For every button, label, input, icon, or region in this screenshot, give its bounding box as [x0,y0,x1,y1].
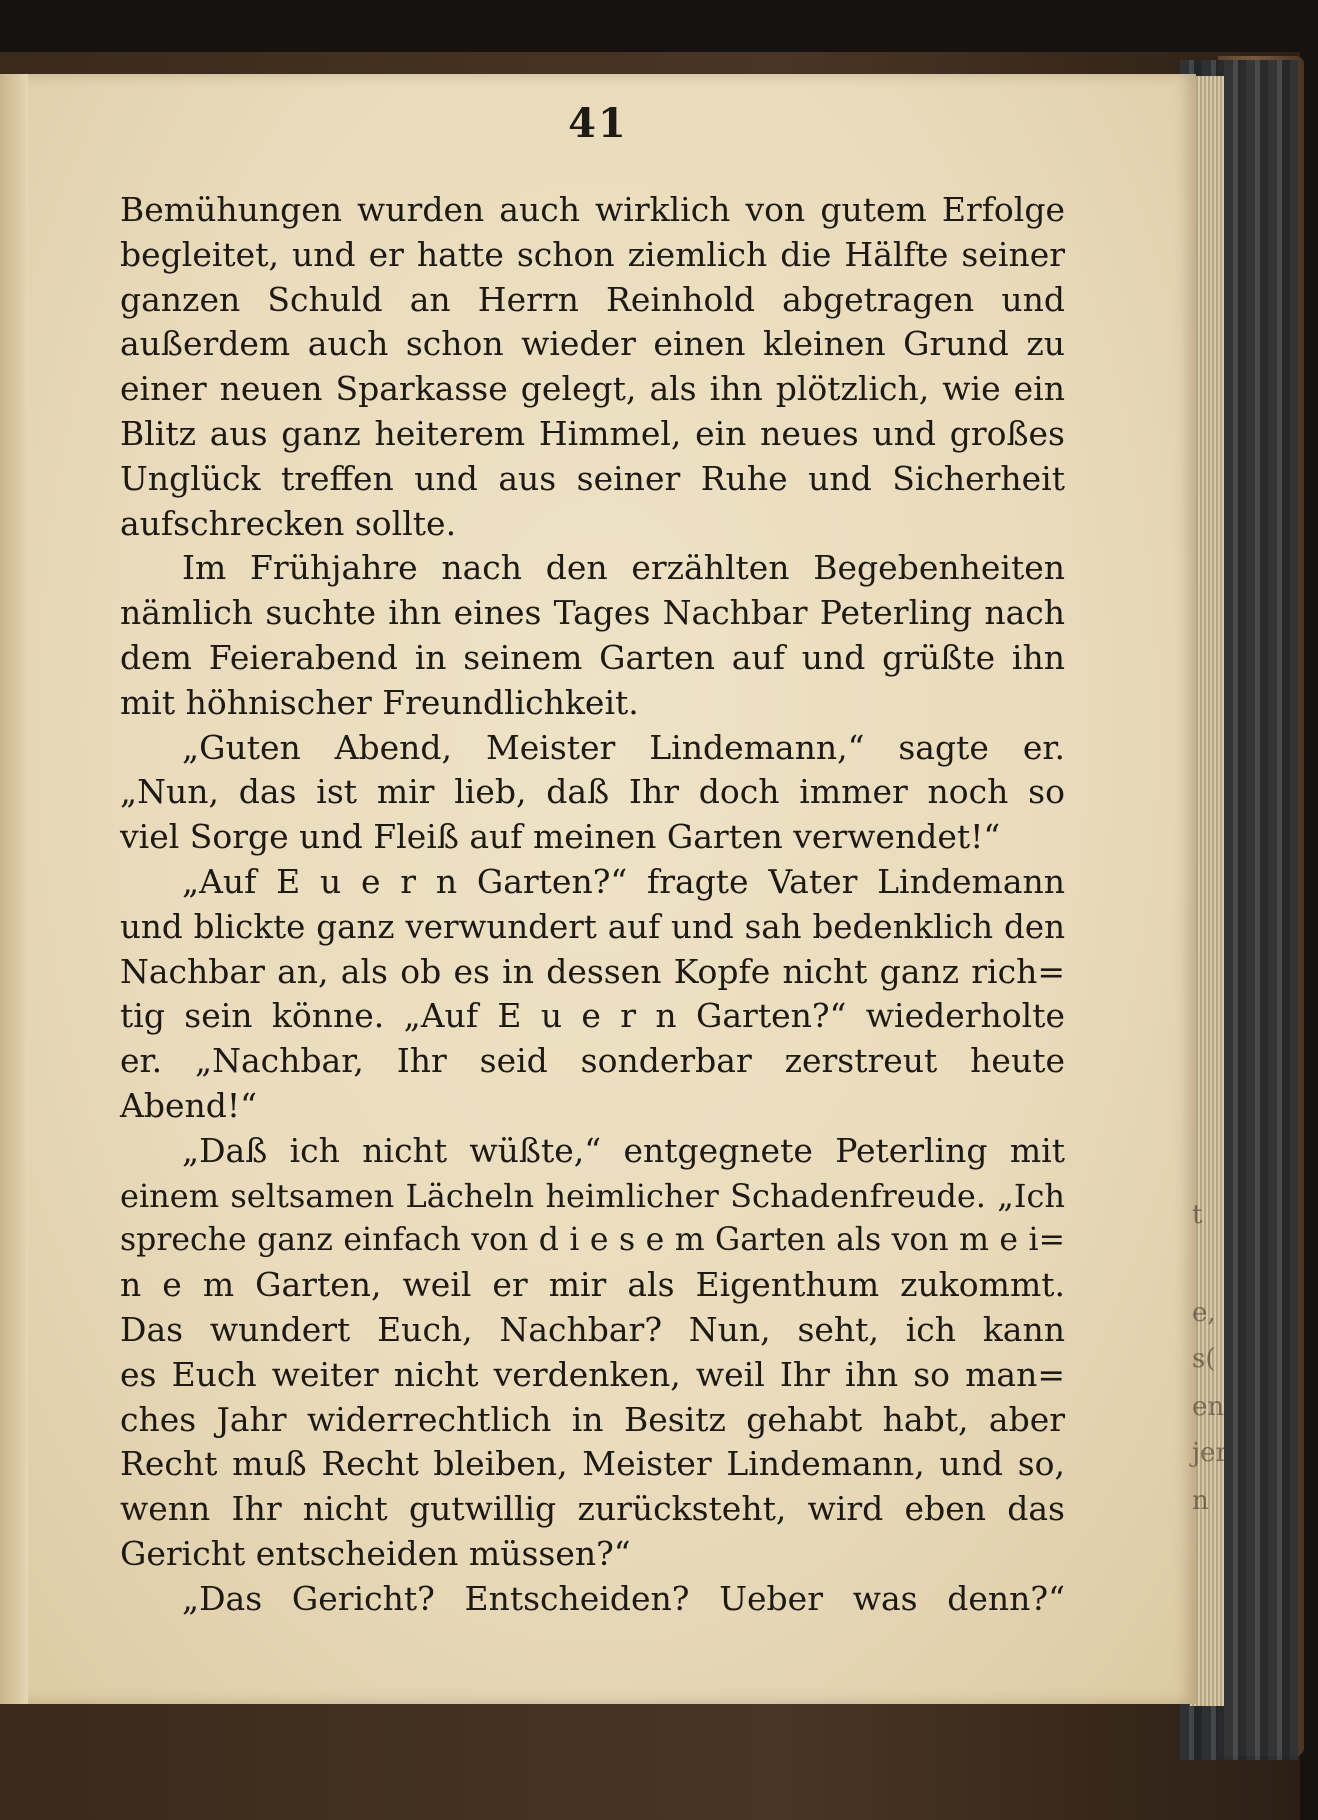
text-line: einem seltsamen Lächeln heimlicher Schadenfreude. „Ich [120,1176,1065,1215]
text-line: „Daß ich nicht wüßte,“ entgegnete Peterling mit [182,1130,1065,1170]
text-line: wenn Ihr nicht gutwillig zurücksteht, wird eben das [120,1489,1065,1529]
text-line: aufschrecken sollte. [120,503,457,543]
text-line: n e m Garten, weil er mir als Eigenthum zukommt. [120,1265,1065,1305]
text-line: tig sein könne. „Auf E u e r n Garten?“ wiederholte [120,996,1065,1036]
margin-fragment: e, [1192,1298,1216,1328]
margin-fragment: t [1192,1200,1203,1230]
text-line: Nachbar an, als ob es in dessen Kopfe nicht ganz rich= [120,951,1065,991]
text-line: nämlich suchte ihn eines Tages Nachbar Peterling nach [120,593,1065,633]
text-line: Im Frühjahre nach den erzählten Begebenheiten [182,548,1065,588]
text-line: er. „Nachbar, Ihr seid sonderbar zerstreut heute [120,1041,1065,1081]
text-line: einer neuen Sparkasse gelegt, als ihn plötzlich, wie ein [120,369,1065,409]
text-line: ches Jahr widerrechtlich in Besitz gehabt habt, aber [120,1399,1065,1439]
body-text [120,188,1065,1622]
text-line: Recht muß Recht bleiben, Meister Lindemann, und so, [120,1444,1065,1484]
text-line: es Euch weiter nicht verdenken, weil Ihr ihn so man= [120,1354,1065,1394]
text-line: begleitet, und er hatte schon ziemlich die Hälfte seiner [120,234,1065,274]
text-line: „Das Gericht? Entscheiden? Ueber was denn?“ [182,1578,1065,1618]
text-line: ganzen Schuld an Herrn Reinhold abgetragen und [120,279,1065,319]
text-line: mit höhnischer Freundlichkeit. [120,682,639,722]
text-line: außerdem auch schon wieder einen kleinen Grund zu [120,324,1065,364]
page-gutter [0,74,28,1704]
text-line: Blitz aus ganz heiterem Himmel, ein neues und großes [120,413,1065,453]
page-number: 41 [568,100,628,147]
text-line: „Auf E u e r n Garten?“ fragte Vater Lindemann [182,861,1065,901]
text-line: Das wundert Euch, Nachbar? Nun, seht, ich kann [120,1309,1065,1349]
text-line: Abend!“ [120,1085,257,1125]
text-line: Bemühungen wurden auch wirklich von gutem Erfolge [120,190,1065,229]
text-line: Gericht entscheiden müssen?“ [120,1533,631,1573]
text-line: und blickte ganz verwundert auf und sah bedenklich den [120,907,1065,946]
text-line: spreche ganz einfach von d i e s e m Garten als von m e i= [120,1222,1065,1259]
text-line: Unglück treffen und aus seiner Ruhe und Sicherheit [120,458,1065,498]
margin-fragment: en [1192,1392,1225,1422]
margin-fragment: jer [1192,1438,1228,1468]
margin-fragment: s( [1192,1344,1216,1374]
text-line: viel Sorge und Fleiß auf meinen Garten verwendet!“ [120,817,1001,857]
margin-fragment: n [1192,1486,1209,1516]
text-line: „Guten Abend, Meister Lindemann,“ sagte er. [182,727,1065,767]
text-line: dem Feierabend in seinem Garten auf und grüßte ihn [120,637,1065,677]
text-line: „Nun, das ist mir lieb, daß Ihr doch immer noch so [120,772,1065,812]
